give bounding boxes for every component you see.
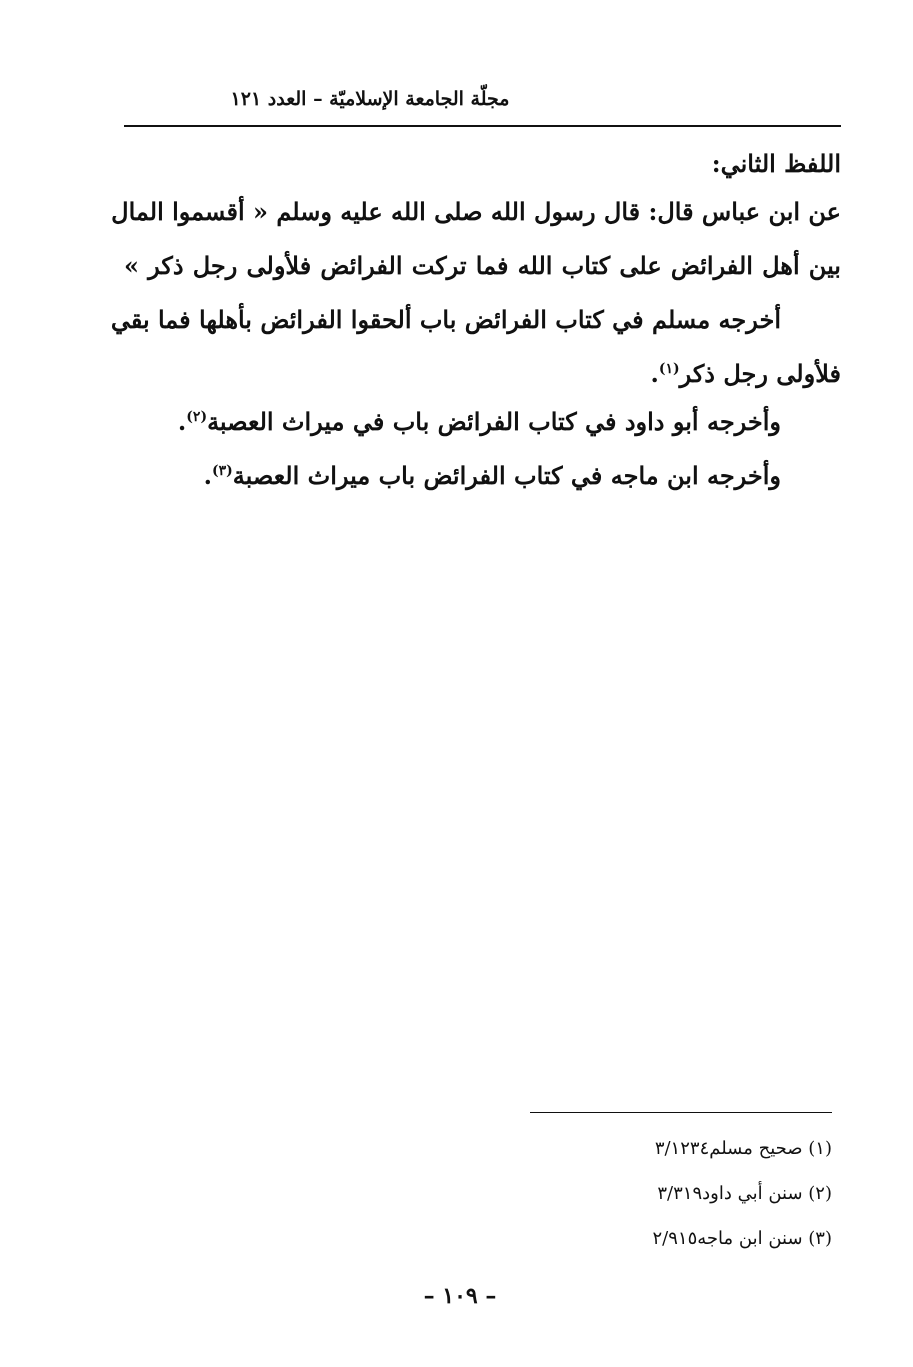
hadith-line-1: عن ابن عباس قال: قال رسول الله صلى الله عليه وسلم « أقسموا المال — [111, 197, 841, 226]
footnote-2: (٢) سنن أبي داود٣/٣١٩ — [657, 1183, 832, 1204]
sentence-end: . — [177, 407, 187, 436]
sentence-end: . — [650, 359, 659, 388]
ibnmajah-citation-text: وأخرجه ابن ماجه في كتاب الفرائض باب ميراث العصبة — [232, 461, 781, 490]
sentence-end: . — [203, 461, 213, 490]
header-divider — [124, 125, 841, 127]
page-number: – ١٠٩ – — [423, 1283, 497, 1309]
footnote-divider — [530, 1112, 832, 1113]
footnote-ref-3[interactable]: (٣) — [212, 463, 233, 479]
abudawud-citation — [178, 404, 781, 440]
section-heading: اللفظ الثاني: — [711, 149, 841, 178]
muslim-citation-line-2 — [650, 356, 841, 392]
footnote-ref-1[interactable]: (١) — [658, 361, 680, 377]
footnote-1: (١) صحيح مسلم٣/١٢٣٤ — [654, 1138, 832, 1159]
footnote-ref-2[interactable]: (٢) — [186, 409, 208, 425]
abudawud-citation-text: وأخرجه أبو داود في كتاب الفرائض باب في ميراث العصبة — [207, 407, 781, 436]
muslim-citation-text: فلأولى رجل ذكر — [679, 359, 841, 388]
footnote-3: (٣) سنن ابن ماجه٢/٩١٥ — [652, 1228, 832, 1249]
ibnmajah-citation — [204, 458, 781, 494]
muslim-citation-line-1: أخرجه مسلم في كتاب الفرائض باب ألحقوا الفرائض بأهلها فما بقي — [110, 305, 781, 334]
hadith-line-2: بين أهل الفرائض على كتاب الله فما تركت الفرائض فلأولى رجل ذكر » — [124, 251, 841, 280]
journal-header: مجلّة الجامعة الإسلاميّة – العدد ١٢١ — [230, 88, 510, 110]
